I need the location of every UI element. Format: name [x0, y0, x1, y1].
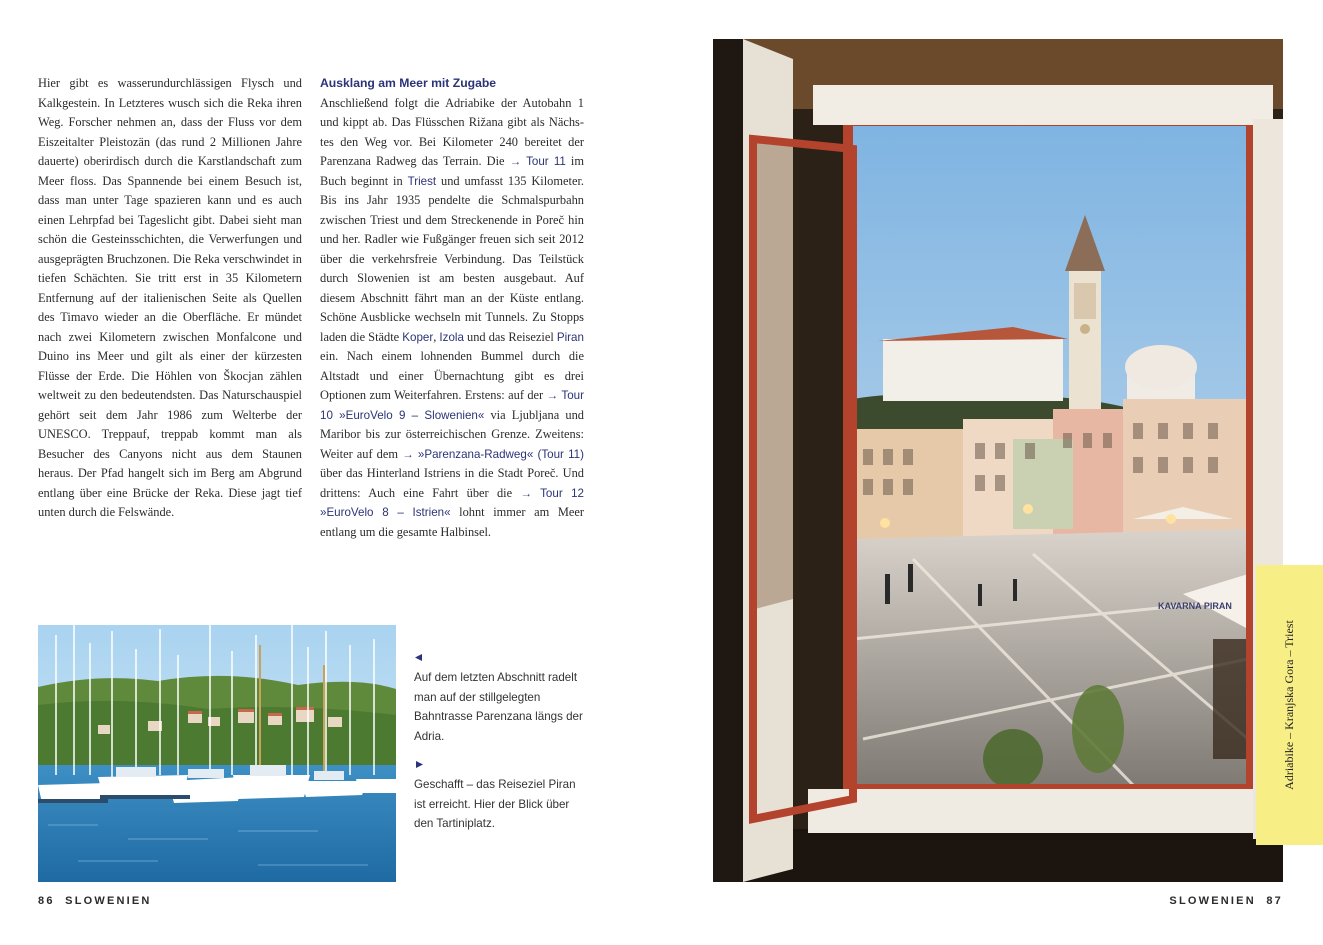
caption-piran: Geschafft – das Reiseziel Piran ist erreicht. Hier der Blick über den Tartiniplatz. — [414, 778, 576, 830]
footer-label-right: SLOWENIEN — [1169, 895, 1256, 907]
body-text-column-right — [320, 74, 584, 542]
cafe-sign: KAVARNA PIRAN — [1158, 601, 1232, 611]
caption-harbor: Auf dem letzten Abschnitt radelt man auf der stillgelegten Bahntrasse Parenzana längs der Adria. — [414, 671, 583, 743]
link-parenzana-radweg[interactable]: → »Parenzana-Radweg« (Tour 11) — [402, 447, 584, 461]
page-number-right: 87 — [1266, 895, 1283, 907]
link-izola[interactable]: Izola — [439, 330, 464, 344]
chapter-tab — [1256, 565, 1323, 845]
link-piran[interactable]: Piran — [556, 330, 584, 344]
link-tour-10[interactable]: → Tour 10 »EuroVelo 9 – Slowenien« — [320, 389, 584, 422]
link-triest[interactable]: Triest — [407, 174, 437, 188]
caption-pointer-left-icon — [414, 653, 424, 663]
photo-piran-tartini-square — [713, 39, 1283, 882]
paragraph: Hier gibt es wasserundurchlässigen Flysch und Kalkgestein. In Letzteres wusch sich die Reka ihren Weg. Forscher nehmen an, dass der Fluss vor dem Eiszeitalter Pleistozän (das rund 2 Millionen Jahre dauerte) oberirdisch durch die Karstlandschaft zum Meer floss. Das Spannende bei einem Besuch ist, dass man unter Tage spazieren kann und es auch einen Lehrpfad bei Tageslicht gibt. Dabei sieht man schön die Gesteinsschichten, die Verwerfungen und ausgeprägten Bruchzonen. Die Reka verschwindet in tiefen Schächten. Sie tritt erst in 35 Kilometern Entfernung auf der italienischen Seite als Quellen des Timavo wieder an die Oberfläche. Er mündet nach zwei Kilometern zwischen Monfalcone und Duino ins Meer und gilt als einer der kürzesten Flüsse der Erde. Die Höhlen von Škocjan zählen weltweit zu den bedeutendsten. Das Naturschauspiel gehört seit dem Jahr 1986 zum Welterbe der UNESCO. Treppauf, treppab kommt man als Besucher des Canyons nicht aus dem Staunen heraus. Der Pfad hangelt sich im Berg am Abgrund entlang über eine Brücke der Reka. Diese jagt tief unten durch die Felswände. — [38, 76, 302, 519]
footer-label-left: SLOWENIEN — [65, 895, 152, 907]
body-text-column-left — [38, 74, 302, 523]
chapter-tab-label: Adriabike – Kranjska Gora – Triest — [1282, 620, 1296, 790]
footer-left — [38, 895, 152, 907]
photo-harbor-sailboats — [38, 625, 396, 882]
page-number-left: 86 — [38, 895, 55, 907]
footer-right — [1169, 895, 1283, 907]
caption-pointer-right-icon — [414, 760, 424, 770]
section-heading: Ausklang am Meer mit Zugabe — [320, 76, 497, 90]
link-tour-11[interactable]: → Tour 11 — [509, 155, 566, 168]
link-koper[interactable]: Koper — [402, 330, 434, 344]
paragraph: Anschließend folgt die Adriabike der Autobahn 1 und kippt ab. Das Flüsschen Rižana gibt als Nächstes den Weg vor. Bei Kilometer 240 bereitet der Parenzana Radweg das Terrain. Die → Tour 11 im Buch beginnt in Triest und umfasst 135 Kilometer. Bis ins Jahr 1935 pendelte die Schmalspurbahn zwischen Triest und dem Streckenende in Poreč hin und her. Radler wie Fußgänger freuen sich seit 2012 über die verkehrsfreie Verbindung. Das Teilstück durch Slowenien ist am besten ausgebaut. Auf diesem Abschnitt fährt man an der Küste entlang. Schöne Ausblicke wechseln mit Tunnels. Zu Stopps laden die Städte Koper, Izola und das Reiseziel Piran ein. Nach einem lohnenden Bummel durch die Altstadt und einer Übernachtung gibt es drei Optionen zum Weiterfahren. Erstens: auf der → Tour 10 »EuroVelo 9 – Slowenien« via Ljubljana und Maribor bis zur österreichischen Grenze. Zweitens: Weiter auf dem → »Parenzana-Radweg« (Tour 11) über das Hinterland Istriens in die Stadt Poreč. Und drittens: Auch eine Fahrt über die → Tour 12 »EuroVelo 8 – Istrien« lohnt immer am Meer entlang um die gesamte Halbinsel. — [320, 95, 584, 539]
link-tour-12[interactable]: → Tour 12 »EuroVelo 8 – Istrien« — [320, 486, 584, 519]
